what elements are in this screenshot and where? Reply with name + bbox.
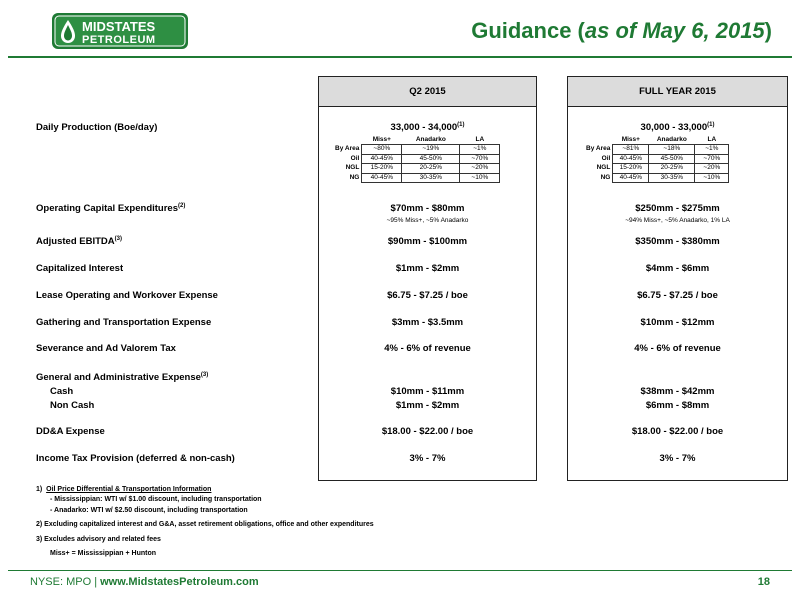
loe-label: Lease Operating and Workover Expense <box>36 290 218 301</box>
footnote-1: 1) Oil Price Differential & Transportation Information <box>36 486 212 493</box>
gna-noncash-label: Non Cash <box>50 400 95 411</box>
page-title: Guidance (as of May 6, 2015) <box>471 18 772 43</box>
dda-fy: $18.00 - $22.00 / boe <box>631 426 724 437</box>
logo-text-bottom: PETROLEUM <box>82 34 156 46</box>
ebitda-q2: $90mm - $100mm <box>387 236 468 247</box>
dda-q2: $18.00 - $22.00 / boe <box>381 426 474 437</box>
footer-divider <box>8 570 792 571</box>
footnote-1b: - Anadarko: WTI w/ $2.50 discount, including transportation <box>50 507 248 514</box>
severance-fy: 4% - 6% of revenue <box>634 343 721 354</box>
gathering-fy: $10mm - $12mm <box>640 317 715 328</box>
website-link[interactable]: www.MidstatesPetroleum.com <box>100 576 259 588</box>
ticker: NYSE: MPO <box>30 576 92 588</box>
gna-noncash-q2: $1mm - $2mm <box>395 400 460 411</box>
gna-cash-fy: $38mm - $42mm <box>640 386 715 397</box>
tax-q2: 3% - 7% <box>409 453 446 464</box>
footnote-1a: - Mississippian: WTI w/ $1.00 discount, including transportation <box>50 496 262 503</box>
tax-fy: 3% - 7% <box>659 453 696 464</box>
opex-capex-q2: $70mm - $80mm <box>390 203 465 214</box>
opex-capex-fy: $250mm - $275mm <box>635 203 720 214</box>
q2-production-mix-table: Miss+ Anadarko LA By Area ~80% ~19% ~1% Oil 40-45% 45-50% ~70% NGL 15-20% 20-25% ~20% NG 40-45% 30-35% ~10% <box>333 135 500 183</box>
loe-fy: $6.75 - $7.25 / boe <box>637 290 718 301</box>
ebitda-fy: $350mm - $380mm <box>635 236 720 247</box>
opex-capex-label: Operating Capital Expenditures$^{(2)}$ <box>36 203 186 214</box>
footnote-4: Miss+ = Mississippian + Hunton <box>50 550 156 557</box>
company-logo <box>50 11 190 51</box>
gna-cash-q2: $10mm - $11mm <box>390 386 465 397</box>
cap-interest-q2: $1mm - $2mm <box>395 263 460 274</box>
gna-label: General and Administrative Expense$^{(3)}$ <box>36 372 209 383</box>
cap-interest-fy: $4mm - $6mm <box>645 263 710 274</box>
fy-production-mix-table: Miss+ Anadarko LA By Area ~81% ~18% ~1% Oil 40-45% 45-50% ~70% NGL 15-20% 20-25% ~20% NG 40-45% 30-35% ~10% <box>584 135 729 183</box>
gna-cash-label: Cash <box>50 386 74 397</box>
gna-noncash-fy: $6mm - $8mm <box>645 400 710 411</box>
loe-q2: $6.75 - $7.25 / boe <box>387 290 468 301</box>
page-number: 18 <box>757 576 770 588</box>
cap-interest-label: Capitalized Interest <box>36 263 124 274</box>
severance-label: Severance and Ad Valorem Tax <box>36 343 176 354</box>
header-divider <box>8 56 792 58</box>
opex-capex-fy-note: ~94% Miss+, ~5% Anadarko, 1% LA <box>625 217 730 224</box>
gathering-label: Gathering and Transportation Expense <box>36 317 212 328</box>
daily-production-q2: 33,000 - 34,000$^{(1)}$ <box>390 122 465 133</box>
footnote-3: 3) Excludes advisory and related fees <box>36 536 161 543</box>
gathering-q2: $3mm - $3.5mm <box>391 317 464 328</box>
logo-text-top: MIDSTATES <box>82 19 156 34</box>
daily-production-fy: 30,000 - 33,000$^{(1)}$ <box>640 122 715 133</box>
daily-production-label: Daily Production (Boe/day) <box>36 122 158 133</box>
severance-q2: 4% - 6% of revenue <box>384 343 471 354</box>
opex-capex-q2-note: ~95% Miss+, ~5% Anadarko <box>386 217 469 224</box>
footnote-2: 2) Excluding capitalized interest and G&A, asset retirement obligations, office and other expenditures <box>36 521 374 528</box>
ebitda-label: Adjusted EBITDA$^{(3)}$ <box>36 236 122 247</box>
full-year-column-header: FULL YEAR 2015 <box>568 77 787 107</box>
footer-text: NYSE: MPO | www.MidstatesPetroleum.com <box>30 576 259 588</box>
tax-label: Income Tax Provision (deferred & non-cash) <box>36 453 235 464</box>
dda-label: DD&A Expense <box>36 426 105 437</box>
q2-column-header: Q2 2015 <box>319 77 536 107</box>
